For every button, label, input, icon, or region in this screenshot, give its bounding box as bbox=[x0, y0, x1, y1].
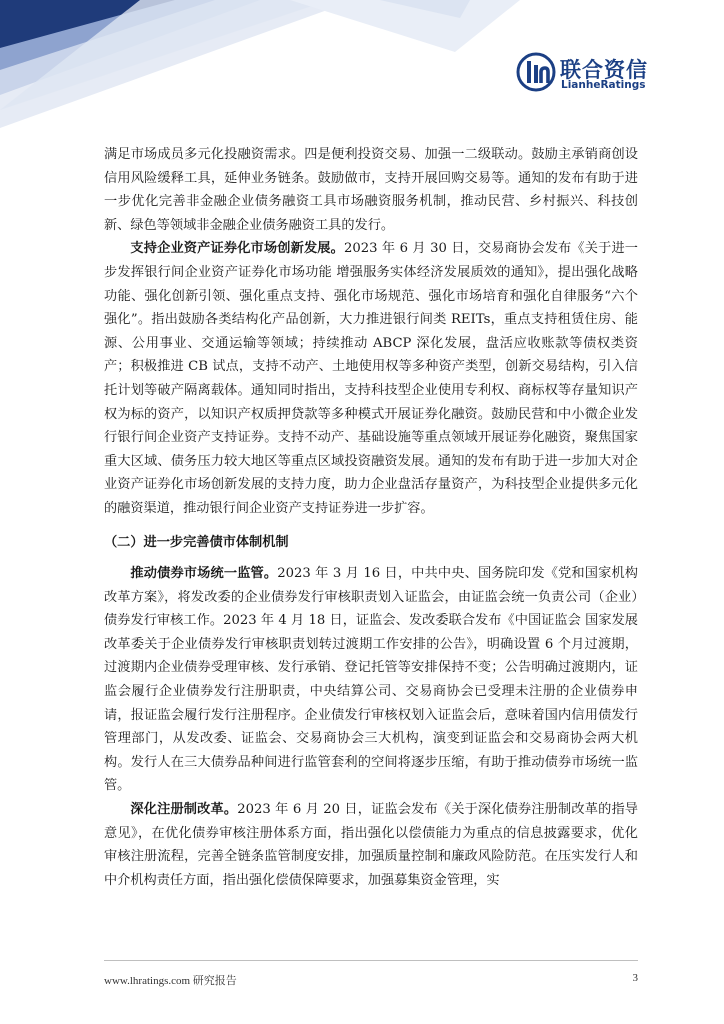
paragraph-abs-innovation bbox=[104, 237, 638, 520]
paragraph-registration-reform bbox=[104, 798, 638, 892]
logo-chinese-name: 联合资信 bbox=[560, 58, 648, 82]
paragraph-lead: 支持企业资产证券化市场创新发展。 bbox=[130, 241, 345, 257]
paragraph-text: 2023 年 6 月 30 日，交易商协会发布《关于进一步发挥银行间企业资产证券化市场功能 增强服务实体经济发展质效的通知》，提出强化战略功能、强化创新引领、强化重点支持、强化市场规范、强化市场培育和强化自律服务“六个强化”。指出鼓励各类结构化产品创新，大力推进银行间类 REITs，重点支持租赁住房、能源、公用事业、交通运输等领域；持续推动 ABCP 深化发展，盘活应收账款等债权类资产；积极推进 CB 试点，支持不动产、土地使用权等多种资产类型，创新交易结构，引入信托计划等破产隔离载体。通知同时指出，支持科技型企业使用专利权、商标权等存量知识产权为标的资产，以知识产权质押贷款等多种模式开展证券化融资。鼓励民营和中小微企业发行银行间企业资产支持证券。支持不动产、基础设施等重点领域开展证券化融资，聚焦国家重大区域、债务压力较大地区等重点区域投资融资发展。通知的发布有助于进一步加大对企业资产证券化市场创新发展的支持力度，助力企业盘活存量资产，为科技型企业提供多元化的融资渠道，推动银行间企业资产支持证券进一步扩容。 bbox=[104, 241, 638, 516]
company-logo bbox=[516, 52, 656, 94]
report-body bbox=[104, 143, 638, 892]
footer-website: www.lhratings.com 研究报告 bbox=[104, 975, 237, 987]
paragraph-unified-regulation bbox=[104, 562, 638, 798]
paragraph-continuation: 满足市场成员多元化投融资需求。四是便利投资交易、加强一二级联动。鼓励主承销商创设信用风险缓释工具，延伸业务链条。鼓励做市，支持开展回购交易等。通知的发布有助于进一步优化完善非金融企业债务融资工具市场融资服务机制，推动民营、乡村振兴、科技创新、绿色等领域非金融企业债务融资工具的发行。 bbox=[104, 147, 638, 233]
footer-divider bbox=[104, 960, 638, 961]
paragraph-text: 2023 年 6 月 20 日，证监会发布《关于深化债券注册制改革的指导意见》，在优化债券审核注册体系方面，指出强化以偿债能力为重点的信息披露要求，优化审核注册流程，完善全链条监管制度安排，加强质量控制和廉政风险防范。在压实发行人和中介机构责任方面，指出强化偿债保障要求，加强募集资金管理，实 bbox=[104, 802, 638, 888]
paragraph-text: 2023 年 3 月 16 日，中共中央、国务院印发《党和国家机构改革方案》，将发改委的企业债券发行审核职责划入证监会，由证监会统一负责公司（企业）债券发行审核工作。2023 年 4 月 18 日，证监会、发改委联合发布《中国证监会 国家发展改革委关于企业债券发行审核职责划转过渡期工作安排的公告》，明确设置 6 个月过渡期，过渡期内企业债券受理审核、发行承销、登记托管等安排保持不变；公告明确过渡期内，证监会履行企业债券发行注册职责，中央结算公司、交易商协会已受理未注册的企业债券申请，报证监会履行发行注册程序。企业债发行审核权划入证监会后，意味着国内信用债发行管理部门，从发改委、证监会、交易商协会三大机构，演变到证监会和交易商协会两大机构。发行人在三大债券品种间进行监管套利的空间将逐步压缩，有助于推动债券市场统一监管。 bbox=[104, 566, 638, 794]
section-heading: （二）进一步完善债市体制机制 bbox=[104, 534, 289, 550]
lianhe-logo-icon bbox=[516, 52, 556, 92]
paragraph-lead: 深化注册制改革。 bbox=[130, 802, 238, 818]
page-number: 3 bbox=[632, 972, 638, 984]
paragraph-lead: 推动债券市场统一监管。 bbox=[130, 566, 278, 582]
logo-english-name: LianheRatings bbox=[561, 79, 646, 91]
